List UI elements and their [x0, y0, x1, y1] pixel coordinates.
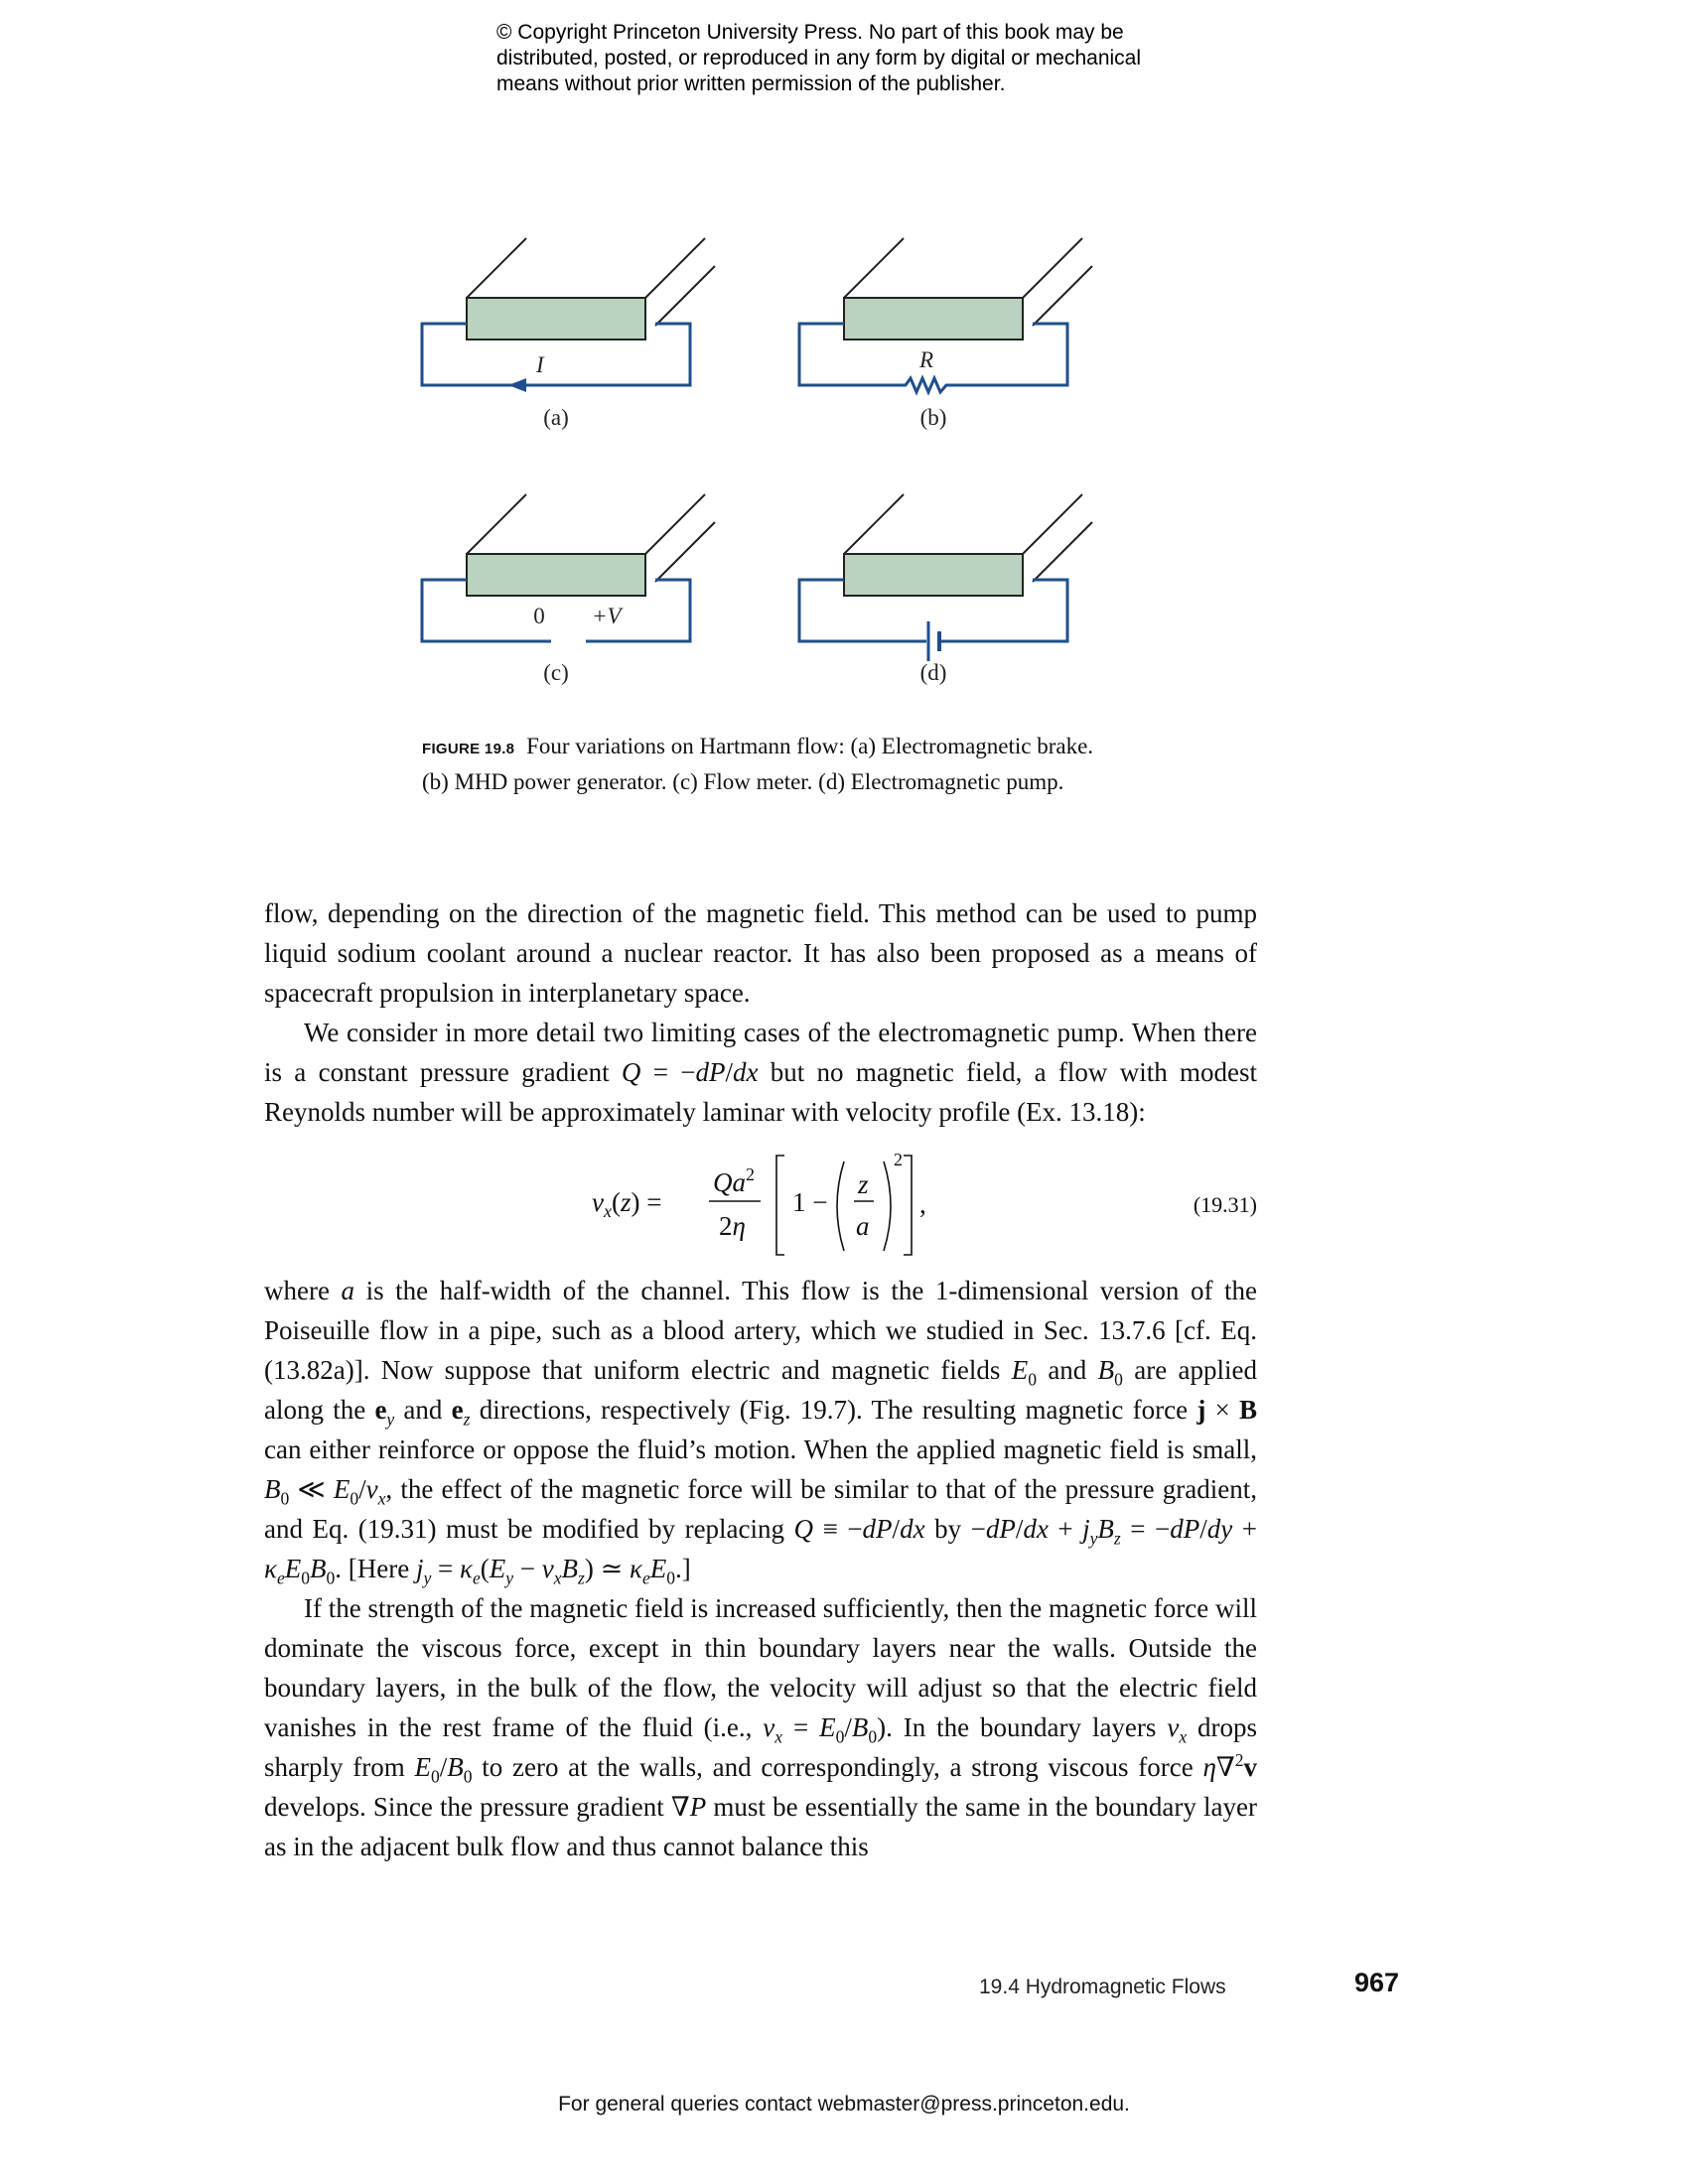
panel-c-label: (c) — [543, 660, 569, 685]
equation-19-31 — [264, 1144, 1257, 1263]
panel-c — [422, 494, 715, 685]
panel-d — [799, 494, 1092, 685]
panel-b-annotation: R — [919, 347, 934, 372]
figure-caption-label: FIGURE 19.8 — [422, 741, 515, 757]
contact-line: For general queries contact webmaster@press.princeton.edu. — [558, 2093, 1130, 2116]
copyright-line-1: © Copyright Princeton University Press. No part of this book may be — [496, 21, 1124, 44]
slab-d — [844, 554, 1023, 596]
copyright-line-3: means without prior written permission of the publisher. — [496, 72, 1006, 95]
svg-text:Qa2: Qa$^2$ — [713, 1164, 755, 1197]
svg-text:2: 2 — [894, 1150, 903, 1169]
svg-text:1 −: 1 − — [792, 1187, 828, 1217]
svg-text:2η: 2η — [719, 1211, 746, 1241]
panel-b-label: (b) — [919, 405, 947, 430]
panel-a — [422, 238, 715, 430]
panel-a-annotation: I — [536, 352, 544, 377]
figure-caption — [422, 730, 1117, 798]
hartmann-flow-figure — [377, 199, 1172, 715]
panel-c-annotation-left: 0 — [533, 604, 545, 628]
copyright-line-2: distributed, posted, or reproduced in any form by digital or mechanical — [496, 47, 1142, 69]
paragraph-2: We consider in more detail two limiting cases of the electromagnetic pump. When there is a constant pressure gradient Q = −dP/dx but no magnetic field, a flow with modest Reynolds number will be approximately laminar with velocity profile (Ex. 13.18): — [264, 1018, 1257, 1127]
panel-a-label: (a) — [543, 405, 569, 430]
paragraph-3: where a is the half-width of the channel. This flow is the 1-dimensional version of the Poiseuille flow in a pipe, such as a blood artery, which we studied in Sec. 13.7.6 [cf. Eq. (13.82a)]. Now suppose that uniform electric and magnetic fields $E_0$ and $B_0$ are applied along the $e_y$ and $e_z$ directions, respectively (Fig. 19.7). The resulting magnetic force j × B can either reinforce or oppose the fluid’s motion. When the applied magnetic field is small, $B_0$ ≪ $E_0/v_x$, the effect of the magnetic force will be similar to that of the pressure gradient, and Eq. (19.31) must be modified by replacing Q ≡ −dP/dx by $-dP/dx + j_yB_z = -dP/dy + \kappa_eE_0B_0$. [Here $j_y = \kappa_e(E_y - v_xB_z)$ ≃ $\kappa_eE_0$.] — [264, 1276, 1258, 1588]
copyright-notice — [496, 20, 1251, 97]
paragraph-4: If the strength of the magnetic field is increased sufficiently, then the magnetic force will dominate the viscous force, except in thin boundary layers near the walls. Outside the boundary layers, in the bulk of the flow, the velocity will adjust so that the electric field vanishes in the rest frame of the fluid (i.e., $v_x = E_0/B_0$). In the boundary layers $v_x$ drops sharply from $E_0/B_0$ to zero at the walls, and correspondingly, a strong viscous force η∇$^2$v develops. Since the pressure gradient ∇P must be essentially the same in the boundary layer as in the adjacent bulk flow and thus cannot balance this — [264, 1593, 1258, 1861]
current-arrow-icon — [508, 378, 526, 392]
panel-d-label: (d) — [919, 660, 947, 685]
running-footer-section: 19.4 Hydromagnetic Flows — [979, 1976, 1226, 1998]
slab-b — [844, 298, 1023, 340]
svg-text:,: , — [919, 1189, 926, 1219]
equation-formula — [592, 1144, 1068, 1263]
svg-text:vx(z) =: $v_x(z)$ = — [592, 1187, 662, 1221]
slab-c — [467, 554, 645, 596]
page-number: 967 — [1354, 1968, 1400, 1997]
paragraph-1: flow, depending on the direction of the magnetic field. This method can be used to pump liquid sodium coolant around a nuclear reactor. It has also been proposed as a means of spacecraft propulsion in interplanetary space. — [264, 898, 1257, 1008]
figure-caption-text: Four variations on Hartmann flow: (a) Electromagnetic brake. (b) MHD power generator. (c) Flow meter. (d) Electromagnetic pump. — [422, 734, 1094, 794]
panel-c-annotation-right: +V — [592, 604, 622, 628]
figure-diagram — [377, 199, 1172, 715]
svg-text:z: z — [858, 1169, 869, 1199]
slab-a — [467, 298, 645, 340]
panel-b — [799, 238, 1092, 430]
svg-text:a: a — [856, 1211, 870, 1241]
body-text — [264, 893, 1257, 1866]
equation-number: (19.31) — [1193, 1192, 1257, 1217]
